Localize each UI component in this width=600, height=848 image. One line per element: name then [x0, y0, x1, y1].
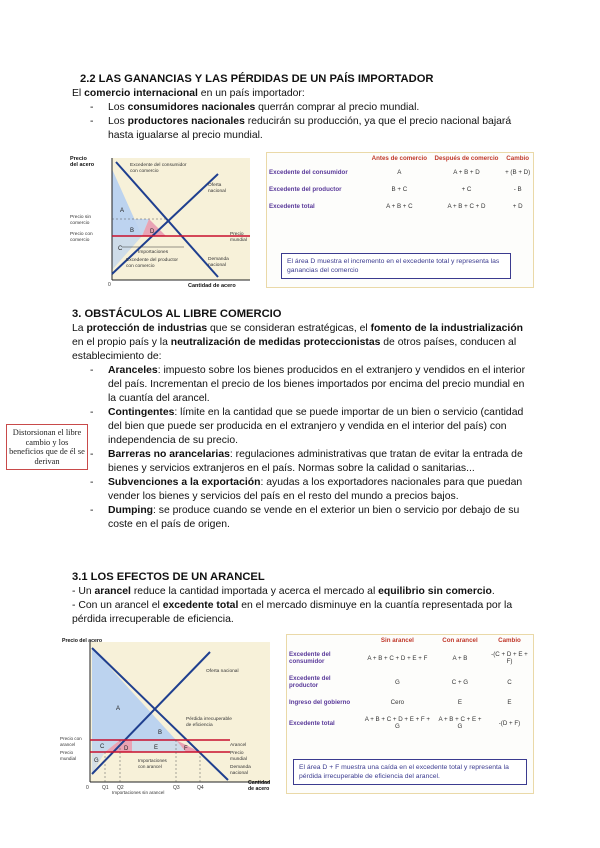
demand-label: nacional — [230, 771, 248, 776]
area-a-label: A — [120, 208, 125, 214]
table-cell: C + G — [451, 678, 469, 686]
table-cell: C — [507, 678, 512, 686]
text: : regulaciones administrativas que tratan de evitar la entrada de bienes y servicios extranjeros en el país. Normas sobre la calidad o sanitarias... — [108, 449, 523, 474]
area-c-label: C — [118, 246, 123, 252]
q1-label: Q1 — [102, 785, 109, 791]
table-header: Con arancel — [442, 637, 478, 644]
dwl-label: de eficiencia — [186, 723, 213, 728]
tariff-table — [286, 634, 534, 794]
bold-text: neutralización de medidas proteccionistas — [170, 337, 381, 348]
world-price-label: mundial — [230, 757, 247, 762]
text: de otros países, conducen al establecimiento de: — [72, 337, 517, 362]
list-item — [90, 364, 530, 406]
table-row — [287, 646, 533, 670]
text: : límite en la cantidad que se puede importar de un bien o servicio (cantidad del bien que puede ser producida en el extranjero y vendida en el interior del país) con independencia de su precio. — [108, 407, 524, 446]
section-title-3: 3. OBSTÁCULOS AL LIBRE COMERCIO — [72, 308, 282, 320]
tariff-graph — [60, 634, 278, 796]
imports-tariff-label: Importaciones — [138, 758, 167, 763]
area-d-label: D — [150, 229, 155, 235]
bold-text: comercio internacional — [84, 88, 198, 99]
text: que se consideran estratégicas, el — [207, 323, 371, 334]
table-cell: A + B + C + D + E + F + G — [364, 716, 431, 730]
bold-text: productores nacionales — [127, 116, 245, 127]
area-c-label: C — [100, 744, 105, 750]
table-row — [267, 164, 533, 181]
text: en el mercado disminuye en la cuantía representada por la pérdida irrecuperable de eficiencia. — [72, 600, 513, 625]
x-axis-label: Cantidad de acero — [188, 283, 236, 288]
text: reduce la cantidad importada y acerca el mercado al — [130, 586, 379, 597]
text: - Un — [72, 586, 95, 597]
table-row — [287, 670, 533, 694]
x-axis-label: Cantidad — [248, 780, 271, 786]
area-a-label: A — [116, 706, 121, 712]
table-header — [287, 635, 361, 646]
pa-label: Precio sin — [70, 215, 92, 220]
list-item — [90, 101, 520, 115]
table-cell: E — [457, 699, 463, 706]
bold-text: excedente total — [162, 600, 239, 611]
area-g-label: G — [94, 758, 99, 764]
table-row — [287, 694, 533, 711]
x-axis-label: de acero — [248, 786, 270, 792]
world-price-label: mundial — [230, 238, 247, 243]
bold-text: fomento de la industrialización — [370, 323, 524, 334]
q3-label: Q3 — [173, 785, 180, 791]
ps-label: Excedente del productor — [126, 258, 178, 263]
bold-text: Aranceles — [108, 365, 158, 376]
imports-tariff-label: con arancel — [138, 764, 162, 769]
table-header: Cambio — [506, 155, 529, 162]
table-cell: A + B + C + D + E + F — [367, 654, 428, 662]
table-cell: A + B + C — [386, 203, 413, 210]
pt-label: Precio con — [60, 736, 82, 741]
y-axis-label: Precio — [70, 156, 87, 162]
table-cell: A + B — [452, 654, 468, 662]
table-cell: -(D + F) — [498, 719, 521, 727]
text: : ayudas a los exportadores nacionales para que puedan vender los bienes y servicios del país en el resto del mundo a precios bajos. — [108, 477, 523, 502]
world-price-label: Precio — [230, 232, 244, 237]
table-header: Cambio — [498, 637, 521, 644]
barriers-list — [90, 364, 530, 532]
table-header: Sin arancel — [380, 637, 414, 644]
table-cell: - B — [513, 186, 522, 193]
table-cell: Excedente total — [269, 203, 315, 210]
area-b-label: B — [158, 730, 163, 736]
text: El — [72, 88, 85, 99]
pa-label: comercio — [70, 221, 90, 226]
area-f-label: F — [184, 746, 188, 752]
bold-text: Contingentes — [108, 407, 175, 418]
imports-free-label: Importaciones sin arancel — [112, 790, 165, 795]
tariff-effect-2 — [72, 599, 534, 627]
text: reducirán su producción, ya que el precio nacional bajará hasta igualarse al precio mundial. — [108, 116, 512, 141]
table-cell: G — [394, 678, 400, 686]
demand-label: nacional — [208, 263, 226, 268]
text: La — [72, 323, 87, 334]
section-title-3-1: 3.1 LOS EFECTOS DE UN ARANCEL — [72, 571, 265, 583]
table-cell: A — [397, 169, 402, 176]
table-row — [267, 181, 533, 198]
pw-label: Precio con — [70, 232, 93, 237]
demand-label: Demanda — [208, 257, 229, 262]
table-header: Antes de comercio — [371, 155, 428, 162]
list-item — [90, 406, 530, 448]
supply-label: Oferta — [208, 183, 222, 188]
demand-label: Demanda — [230, 765, 251, 770]
bold-text: Barreras no arancelarias — [108, 449, 230, 460]
list-item — [90, 504, 530, 532]
table-cell: + D — [512, 203, 523, 210]
table-row — [287, 711, 533, 735]
y-axis-label: del acero — [70, 162, 95, 168]
import-gains-table — [266, 152, 534, 288]
text: en el propio país y la — [72, 337, 171, 348]
table-cell: Excedente del productor — [269, 186, 342, 193]
tariff-label: Arancel — [230, 743, 247, 748]
table-cell: Excedente total — [289, 719, 335, 727]
table-cell: A + B + C + E + G — [438, 716, 482, 730]
bold-text: equilibrio sin comercio — [378, 586, 492, 597]
text: - Con un arancel el — [72, 600, 163, 611]
list-item — [90, 476, 530, 504]
area-d-label: D — [124, 746, 129, 752]
text: : impuesto sobre los bienes producidos en el extranjero y vendidos en el interior del país. Incrementan el precio de los bienes importados por encima del precio mundial en la cuantía del arancel. — [108, 365, 526, 404]
distortion-note-box: Distorsionan el libre cambio y los beneficios que de él se derivan — [6, 424, 88, 470]
pw-label: Precio — [60, 750, 74, 755]
table-cell: Excedente del productor — [289, 675, 331, 689]
table-cell: -(C + D + E + F) — [491, 651, 528, 665]
section-3-paragraph — [72, 322, 534, 364]
list-2-2 — [90, 101, 520, 143]
table2-note: El área D + F muestra una caída en el excedente total y representa la pérdida irrecuperable de eficiencia del arancel. — [293, 759, 527, 785]
table-header-row — [287, 635, 533, 646]
graph-svg — [60, 634, 278, 796]
text: en un país importador: — [197, 88, 305, 99]
list-item — [90, 448, 530, 476]
table-header: Después de comercio — [434, 155, 499, 162]
area-b-label: B — [130, 228, 135, 234]
bold-text: Dumping — [108, 505, 154, 516]
bold-text: Subvenciones a la exportación — [108, 477, 261, 488]
graph-svg — [68, 152, 258, 288]
table — [287, 635, 533, 735]
table-cell: Excedente del consumidor — [269, 169, 348, 176]
import-gains-graph — [68, 152, 258, 288]
table-cell: Cero — [390, 699, 405, 706]
y-axis-label: Precio del acero — [62, 638, 103, 644]
table1-note: El área D muestra el incremento en el excedente total y representa las ganancias del comercio — [281, 253, 511, 279]
text: : se produce cuando se vende en el exterior un bien o servicio por debajo de su coste en el país de origen. — [108, 505, 520, 530]
table-cell: A + B + D — [453, 169, 480, 176]
table-header — [267, 153, 368, 164]
origin-label: 0 — [108, 282, 111, 288]
origin-label: 0 — [86, 785, 89, 791]
cs-label: con comercio — [130, 169, 159, 174]
list-item — [90, 115, 520, 143]
q4-label: Q4 — [197, 785, 204, 791]
table-cell: E — [507, 699, 512, 706]
bold-text: consumidores nacionales — [127, 102, 256, 113]
text: . — [491, 586, 495, 597]
section-title-2-2: 2.2 LAS GANANCIAS Y LAS PÉRDIDAS DE UN PAÍS IMPORTADOR — [80, 73, 434, 85]
bold-text: arancel — [94, 586, 131, 597]
q2-label: Q2 — [117, 785, 124, 791]
table-cell: Ingreso del gobierno — [289, 699, 351, 706]
text: Los — [108, 102, 128, 113]
table-cell: B + C — [391, 186, 408, 193]
tariff-effect-1 — [72, 585, 534, 599]
bold-text: protección de industrias — [86, 323, 208, 334]
cs-label: Excedente del consumidor — [130, 163, 187, 168]
table-cell: A + B + C + D — [447, 203, 486, 210]
table — [267, 153, 533, 215]
dwl-label: Pérdida irrecuperable — [186, 717, 232, 722]
table-cell: Excedente del consumidor — [289, 651, 331, 665]
table-header-row — [267, 153, 533, 164]
supply-label: nacional — [208, 189, 226, 194]
table-row — [267, 198, 533, 215]
area-e-label: E — [154, 745, 159, 751]
imports-label: Importaciones — [138, 250, 169, 255]
text: Los — [108, 116, 128, 127]
table-cell: + C — [461, 186, 472, 193]
supply-label: Oferta nacional — [206, 669, 239, 674]
ps-label: con comercio — [126, 264, 155, 269]
world-price-label: Precio — [230, 751, 244, 756]
table-cell: + (B + D) — [505, 169, 531, 176]
text: querrán comprar al precio mundial. — [255, 102, 420, 113]
pw-label: mundial — [60, 756, 77, 761]
pt-label: arancel — [60, 742, 76, 747]
pw-label: comercio — [70, 238, 90, 243]
intro-2-2 — [72, 87, 305, 101]
